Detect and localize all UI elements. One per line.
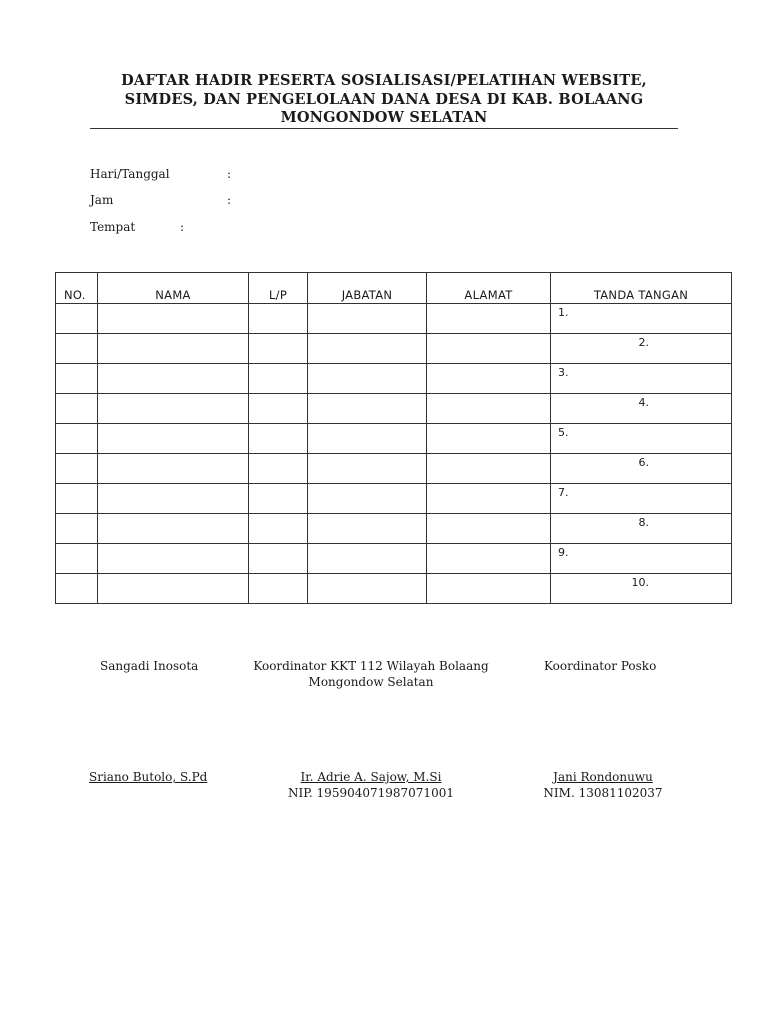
title-divider bbox=[90, 128, 678, 129]
cell-alamat[interactable] bbox=[427, 574, 551, 604]
cell-tanda-tangan[interactable] bbox=[551, 454, 732, 484]
cell-jabatan[interactable] bbox=[308, 484, 427, 514]
koordinator-posko-name: Jani Rondonuwu bbox=[553, 770, 653, 784]
signature-number: 10. bbox=[631, 576, 649, 589]
table-row bbox=[56, 424, 732, 454]
cell-lp[interactable] bbox=[249, 424, 308, 454]
cell-jabatan[interactable] bbox=[308, 304, 427, 334]
header-no: NO. bbox=[56, 273, 98, 304]
signature-number: 5. bbox=[558, 426, 569, 439]
table-row bbox=[56, 484, 732, 514]
signature-number: 8. bbox=[638, 516, 649, 529]
table-row bbox=[56, 544, 732, 574]
cell-tanda-tangan[interactable] bbox=[551, 514, 732, 544]
cell-nama[interactable] bbox=[98, 394, 249, 424]
cell-no[interactable] bbox=[56, 394, 98, 424]
cell-alamat[interactable] bbox=[427, 514, 551, 544]
table-row bbox=[56, 364, 732, 394]
cell-no[interactable] bbox=[56, 334, 98, 364]
koordinator-kkt-name: Ir. Adrie A. Sajow, M.Si bbox=[300, 770, 442, 784]
koordinator-posko-title: Koordinator Posko bbox=[544, 659, 657, 673]
header-alamat: ALAMAT bbox=[427, 273, 551, 304]
koordinator-kkt-title-line-1: Koordinator KKT 112 Wilayah Bolaang bbox=[253, 659, 489, 673]
cell-alamat[interactable] bbox=[427, 364, 551, 394]
cell-nama[interactable] bbox=[98, 484, 249, 514]
cell-nama[interactable] bbox=[98, 514, 249, 544]
cell-alamat[interactable] bbox=[427, 334, 551, 364]
cell-nama[interactable] bbox=[98, 304, 249, 334]
cell-no[interactable] bbox=[56, 424, 98, 454]
cell-jabatan[interactable] bbox=[308, 454, 427, 484]
cell-nama[interactable] bbox=[98, 544, 249, 574]
cell-tanda-tangan[interactable] bbox=[551, 484, 732, 514]
cell-lp[interactable] bbox=[249, 484, 308, 514]
cell-tanda-tangan[interactable] bbox=[551, 394, 732, 424]
title-line-2: SIMDES, DAN PENGELOLAAN DANA DESA DI KAB. BOLAANG bbox=[124, 90, 644, 108]
cell-alamat[interactable] bbox=[427, 484, 551, 514]
table-row bbox=[56, 394, 732, 424]
table-row bbox=[56, 304, 732, 334]
cell-alamat[interactable] bbox=[427, 394, 551, 424]
cell-lp[interactable] bbox=[249, 544, 308, 574]
sangadi-name: Sriano Butolo, S.Pd bbox=[89, 770, 208, 784]
cell-no[interactable] bbox=[56, 364, 98, 394]
cell-no[interactable] bbox=[56, 544, 98, 574]
cell-lp[interactable] bbox=[249, 364, 308, 394]
cell-lp[interactable] bbox=[249, 514, 308, 544]
cell-lp[interactable] bbox=[249, 394, 308, 424]
cell-tanda-tangan[interactable] bbox=[551, 424, 732, 454]
signature-number: 7. bbox=[558, 486, 569, 499]
jam-label: Jam bbox=[90, 193, 114, 207]
tempat-colon: : bbox=[180, 220, 185, 234]
attendance-table bbox=[55, 272, 732, 604]
cell-no[interactable] bbox=[56, 484, 98, 514]
cell-tanda-tangan[interactable] bbox=[551, 334, 732, 364]
cell-alamat[interactable] bbox=[427, 304, 551, 334]
koordinator-kkt-title bbox=[228, 658, 514, 690]
cell-no[interactable] bbox=[56, 514, 98, 544]
signature-number: 2. bbox=[638, 336, 649, 349]
cell-tanda-tangan[interactable] bbox=[551, 574, 732, 604]
koordinator-kkt-title-line-2: Mongondow Selatan bbox=[308, 675, 434, 689]
table-row bbox=[56, 514, 732, 544]
title-line-1: DAFTAR HADIR PESERTA SOSIALISASI/PELATIHAN WEBSITE, bbox=[121, 72, 647, 89]
cell-nama[interactable] bbox=[98, 364, 249, 394]
sangadi-title: Sangadi Inosota bbox=[100, 659, 199, 673]
cell-tanda-tangan[interactable] bbox=[551, 544, 732, 574]
cell-nama[interactable] bbox=[98, 424, 249, 454]
signature-number: 1. bbox=[558, 306, 569, 319]
cell-jabatan[interactable] bbox=[308, 364, 427, 394]
header-jabatan: JABATAN bbox=[308, 273, 427, 304]
title-line-3: MONGONDOW SELATAN bbox=[280, 109, 488, 126]
table-row bbox=[56, 454, 732, 484]
table-row bbox=[56, 574, 732, 604]
table-row bbox=[56, 334, 732, 364]
header-nama: NAMA bbox=[98, 273, 249, 304]
header-lp: L/P bbox=[249, 273, 308, 304]
cell-alamat[interactable] bbox=[427, 544, 551, 574]
cell-no[interactable] bbox=[56, 304, 98, 334]
cell-tanda-tangan[interactable] bbox=[551, 364, 732, 394]
jam-colon: : bbox=[227, 193, 232, 207]
koordinator-kkt-nip: NIP. 195904071987071001 bbox=[288, 786, 454, 800]
signature-number: 9. bbox=[558, 546, 569, 559]
signature-number: 4. bbox=[638, 396, 649, 409]
cell-jabatan[interactable] bbox=[308, 394, 427, 424]
hari-tanggal-colon: : bbox=[227, 167, 232, 181]
cell-lp[interactable] bbox=[249, 574, 308, 604]
header-tanda-tangan: TANDA TANGAN bbox=[551, 273, 732, 304]
cell-no[interactable] bbox=[56, 574, 98, 604]
cell-lp[interactable] bbox=[249, 304, 308, 334]
cell-jabatan[interactable] bbox=[308, 424, 427, 454]
signature-number: 6. bbox=[638, 456, 649, 469]
cell-tanda-tangan[interactable] bbox=[551, 304, 732, 334]
cell-lp[interactable] bbox=[249, 454, 308, 484]
cell-alamat[interactable] bbox=[427, 454, 551, 484]
hari-tanggal-label: Hari/Tanggal bbox=[90, 167, 170, 181]
cell-nama[interactable] bbox=[98, 454, 249, 484]
cell-no[interactable] bbox=[56, 454, 98, 484]
cell-jabatan[interactable] bbox=[308, 544, 427, 574]
cell-alamat[interactable] bbox=[427, 424, 551, 454]
cell-lp[interactable] bbox=[249, 334, 308, 364]
koordinator-posko-nim: NIM. 13081102037 bbox=[543, 786, 663, 800]
cell-nama[interactable] bbox=[98, 574, 249, 604]
cell-nama[interactable] bbox=[98, 334, 249, 364]
cell-jabatan[interactable] bbox=[308, 574, 427, 604]
koordinator-kkt-signature bbox=[228, 769, 514, 801]
document-title bbox=[90, 72, 678, 128]
tempat-label: Tempat bbox=[90, 220, 136, 234]
cell-jabatan[interactable] bbox=[308, 334, 427, 364]
signature-number: 3. bbox=[558, 366, 569, 379]
table-header-row bbox=[56, 273, 732, 304]
koordinator-posko-signature bbox=[540, 769, 666, 801]
cell-jabatan[interactable] bbox=[308, 514, 427, 544]
